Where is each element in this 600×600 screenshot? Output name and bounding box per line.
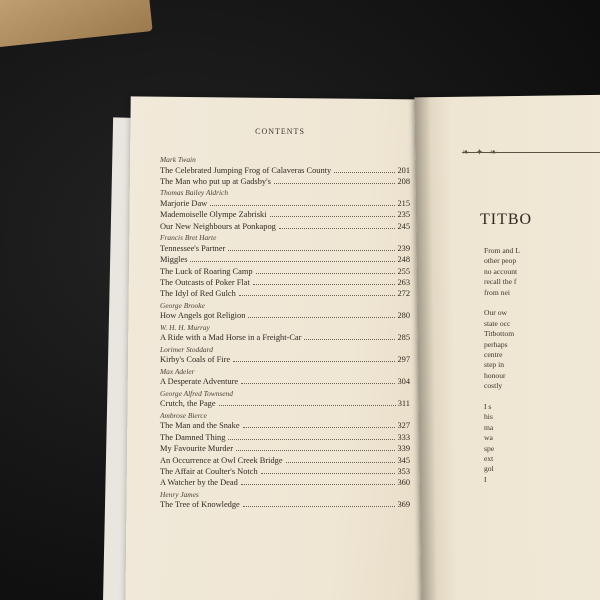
dot-leader (190, 261, 395, 262)
dot-leader (253, 284, 396, 285)
body-text-line: Titbottom (484, 329, 515, 339)
toc-entry-page: 239 (397, 243, 410, 253)
dot-leader (304, 339, 395, 340)
toc-entry (160, 355, 410, 369)
dot-leader (236, 450, 395, 451)
body-text-line: spe (484, 443, 495, 453)
body-text-line: recall the f (484, 277, 517, 287)
toc-author: George Alfred Townsend (160, 388, 233, 398)
dot-leader (270, 216, 396, 217)
dot-leader (261, 473, 396, 474)
toc-entry-title: A Ride with a Mad Horse in a Freight-Car (160, 333, 302, 343)
body-text-line: centre (484, 350, 503, 359)
toc-author: Thomas Bailey Aldrich (160, 188, 229, 198)
toc-entry-page: 235 (397, 210, 410, 220)
body-text-line: perhaps (484, 339, 508, 349)
dot-leader (239, 295, 396, 296)
body-text-line: ext (484, 454, 494, 463)
dot-leader (256, 273, 396, 274)
dot-leader (279, 228, 396, 229)
contents-heading: CONTENTS (255, 127, 305, 136)
toc-entry-title: Miggles (160, 255, 188, 265)
toc-entry-title: An Occurrence at Owl Creek Bridge (160, 455, 283, 465)
toc-entry-title: The Tree of Knowledge (160, 500, 240, 510)
ornament-icon: ❧ ✦ ❧ (462, 147, 500, 157)
body-text-line: Our ow (484, 308, 507, 318)
body-text-line: From and L (484, 246, 520, 255)
dot-leader (286, 462, 396, 463)
toc-entry-page: 304 (397, 377, 410, 387)
toc-author: Henry James (160, 489, 199, 499)
toc-entry-page: 285 (397, 333, 410, 343)
body-text-line: from nei (484, 287, 510, 297)
toc-entry-title: The Idyl of Red Gulch (160, 289, 236, 299)
toc-entry-page: 360 (397, 478, 410, 488)
dot-leader (243, 506, 396, 507)
dot-leader (210, 205, 395, 206)
toc-entry-title: The Affair at Coulter's Notch (160, 467, 258, 476)
toc-entry-title: The Man who put up at Gadsby's (160, 177, 271, 186)
dot-leader (274, 183, 396, 184)
toc-entry-title: Kirby's Coals of Fire (160, 355, 231, 365)
toc-entry-title: A Watcher by the Dead (160, 478, 238, 488)
toc-entry-page: 297 (397, 355, 410, 365)
toc-entry-page: 369 (397, 500, 410, 510)
toc-entry-title: The Man and the Snake (160, 421, 240, 431)
dot-leader (241, 484, 396, 485)
toc-entry-page: 339 (397, 444, 410, 454)
dot-leader (334, 172, 395, 173)
toc-author: W. H. H. Murray (160, 322, 210, 332)
chapter-title: TITBO (480, 211, 533, 228)
dot-leader (228, 439, 395, 440)
toc-entry-page: 201 (397, 165, 410, 175)
toc-author: Mark Twain (160, 155, 196, 164)
body-text-line: his (484, 412, 493, 422)
toc-entry-title: The Outcasts of Poker Flat (160, 278, 250, 287)
toc-author: Lorimer Stoddard (160, 344, 213, 354)
toc-entry-page: 327 (397, 421, 410, 431)
toc-author: George Brooke (160, 300, 205, 310)
toc-entry-page: 353 (397, 467, 410, 476)
dot-leader (248, 317, 395, 318)
toc-entry-title: A Desperate Adventure (160, 377, 239, 387)
toc-entry-title: Marjorie Daw (160, 199, 208, 208)
body-text-line: I s (484, 402, 492, 411)
toc-entry-title: Tennessee's Partner (160, 243, 226, 253)
toc-entry-page: 311 (397, 399, 410, 409)
toc-entry-title: Our New Neighbours at Ponkapog (160, 221, 276, 231)
toc-entry-page: 333 (397, 432, 410, 442)
body-text-line: ma (484, 422, 494, 432)
body-text-line: I (484, 474, 487, 484)
body-text-line: step in (484, 360, 505, 370)
toc-entry-title: The Damned Thing (160, 432, 226, 442)
body-text-line: no account (484, 266, 518, 276)
toc-entry-page: 345 (397, 455, 410, 465)
dot-leader (233, 361, 395, 362)
toc-entry-title: The Celebrated Jumping Frog of Calaveras County (160, 165, 332, 175)
toc-author: Ambrose Bierce (160, 410, 207, 420)
toc-entry-page: 272 (397, 289, 410, 299)
toc-entry-title: The Luck of Roaring Camp (160, 266, 253, 276)
body-text-line: wa (484, 433, 493, 443)
toc-entry-title: Crutch, the Page (160, 399, 216, 409)
toc-entry-page: 245 (397, 221, 410, 231)
body-text-line: gol (484, 464, 494, 474)
toc-entry-page: 263 (397, 278, 410, 287)
toc-entry-page: 280 (397, 311, 410, 321)
body-text-line: honour (484, 370, 506, 380)
body-text-line: costly (484, 381, 503, 391)
toc-entry-page: 255 (397, 266, 410, 276)
toc-entry (160, 500, 410, 514)
body-text-line: other peop (484, 256, 517, 266)
toc-entry-page: 215 (397, 199, 410, 208)
toc-entry-title: My Favourite Murder (160, 444, 234, 454)
toc-author: Francis Bret Harte (160, 233, 217, 243)
dot-leader (243, 427, 396, 428)
toc-entry-page: 248 (397, 255, 410, 265)
dot-leader (228, 250, 395, 251)
toc-entry-title: Mademoiselle Olympe Zabriski (160, 210, 267, 220)
body-text-line: state occ (484, 318, 511, 328)
toc-entry-page: 208 (397, 177, 410, 186)
toc-author: Max Adeler (160, 366, 195, 376)
dot-leader (219, 405, 396, 406)
dot-leader (241, 383, 395, 384)
toc-entry-title: How Angels got Religion (160, 311, 246, 321)
